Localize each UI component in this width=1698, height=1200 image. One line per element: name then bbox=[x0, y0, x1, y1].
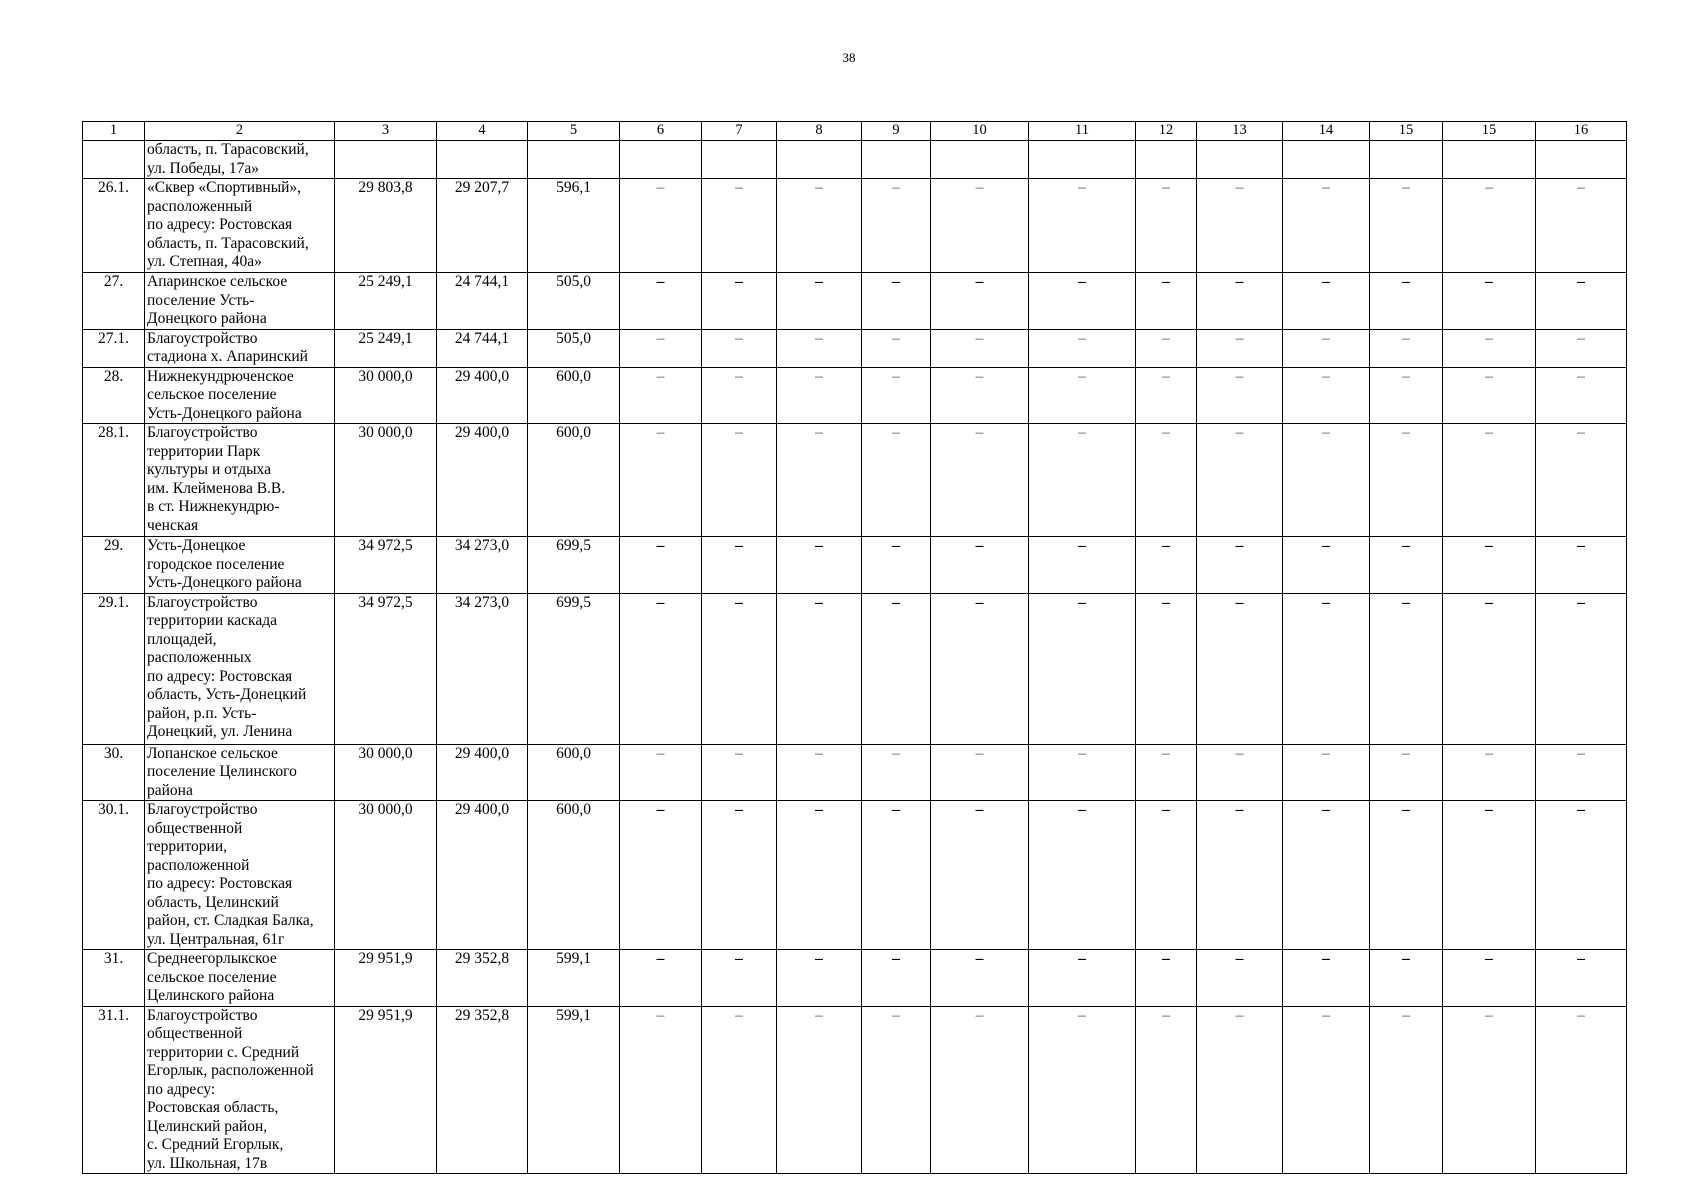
empty-value-cell: – bbox=[862, 537, 931, 594]
empty-value-cell: – bbox=[702, 179, 777, 273]
empty-value-cell: – bbox=[1197, 367, 1283, 424]
empty-value-cell: – bbox=[702, 1006, 777, 1174]
federal-amount-cell bbox=[437, 141, 528, 179]
header-cell: 6 bbox=[620, 122, 702, 141]
row-number-cell bbox=[83, 141, 145, 179]
header-cell: 5 bbox=[528, 122, 620, 141]
empty-value-cell: – bbox=[1283, 273, 1370, 330]
empty-value-cell: – bbox=[931, 801, 1029, 950]
empty-value-cell: – bbox=[1136, 950, 1197, 1007]
empty-value-cell: – bbox=[931, 329, 1029, 367]
row-number-cell: 27. bbox=[83, 273, 145, 330]
empty-value-cell: – bbox=[1197, 329, 1283, 367]
empty-value-cell: – bbox=[777, 744, 862, 801]
total-amount-cell: 29 951,9 bbox=[335, 1006, 437, 1174]
empty-value-cell: – bbox=[1536, 593, 1627, 744]
empty-value-cell: – bbox=[1370, 537, 1443, 594]
empty-value-cell: – bbox=[1443, 593, 1536, 744]
empty-value-cell: – bbox=[1029, 179, 1136, 273]
regional-amount-cell: 599,1 bbox=[528, 950, 620, 1007]
empty-value-cell: – bbox=[620, 593, 702, 744]
empty-value-cell: – bbox=[1197, 537, 1283, 594]
total-amount-cell: 25 249,1 bbox=[335, 273, 437, 330]
header-cell: 4 bbox=[437, 122, 528, 141]
row-name-cell: Благоустройство общественной территории с. Средний Егорлык, расположенной по адресу: Ростовская область, Целинский район, с. Средний Егорлык, ул. Школьная, 17в bbox=[145, 1006, 335, 1174]
empty-value-cell: – bbox=[1283, 593, 1370, 744]
empty-value-cell bbox=[1136, 141, 1197, 179]
empty-value-cell: – bbox=[931, 593, 1029, 744]
regional-amount-cell: 600,0 bbox=[528, 367, 620, 424]
total-amount-cell bbox=[335, 141, 437, 179]
empty-value-cell: – bbox=[1197, 179, 1283, 273]
header-cell: 14 bbox=[1283, 122, 1370, 141]
empty-value-cell: – bbox=[1283, 1006, 1370, 1174]
empty-value-cell: – bbox=[1029, 329, 1136, 367]
empty-value-cell: – bbox=[1029, 537, 1136, 594]
empty-value-cell: – bbox=[1136, 537, 1197, 594]
row-number-cell: 28. bbox=[83, 367, 145, 424]
header-cell: 12 bbox=[1136, 122, 1197, 141]
empty-value-cell bbox=[620, 141, 702, 179]
regional-amount-cell bbox=[528, 141, 620, 179]
row-name-cell: Среднеегорлыкское сельское поселение Целинского района bbox=[145, 950, 335, 1007]
empty-value-cell: – bbox=[1029, 593, 1136, 744]
empty-value-cell: – bbox=[1029, 424, 1136, 537]
table-row bbox=[83, 537, 1627, 594]
empty-value-cell: – bbox=[1136, 329, 1197, 367]
empty-value-cell: – bbox=[1370, 367, 1443, 424]
header-cell: 9 bbox=[862, 122, 931, 141]
budget-table bbox=[82, 121, 1627, 1174]
regional-amount-cell: 699,5 bbox=[528, 537, 620, 594]
empty-value-cell bbox=[777, 141, 862, 179]
empty-value-cell: – bbox=[702, 801, 777, 950]
empty-value-cell: – bbox=[1029, 950, 1136, 1007]
total-amount-cell: 30 000,0 bbox=[335, 424, 437, 537]
empty-value-cell: – bbox=[1136, 744, 1197, 801]
empty-value-cell: – bbox=[702, 593, 777, 744]
empty-value-cell: – bbox=[777, 273, 862, 330]
table-row bbox=[83, 329, 1627, 367]
empty-value-cell: – bbox=[862, 593, 931, 744]
header-cell: 8 bbox=[777, 122, 862, 141]
page-number: 38 bbox=[842, 50, 856, 65]
empty-value-cell: – bbox=[620, 273, 702, 330]
table-row bbox=[83, 950, 1627, 1007]
header-cell: 2 bbox=[145, 122, 335, 141]
empty-value-cell: – bbox=[1029, 367, 1136, 424]
empty-value-cell: – bbox=[1443, 329, 1536, 367]
empty-value-cell bbox=[862, 141, 931, 179]
empty-value-cell: – bbox=[1283, 801, 1370, 950]
empty-value-cell: – bbox=[1136, 593, 1197, 744]
empty-value-cell: – bbox=[862, 801, 931, 950]
empty-value-cell: – bbox=[1370, 273, 1443, 330]
header-cell: 10 bbox=[931, 122, 1029, 141]
regional-amount-cell: 599,1 bbox=[528, 1006, 620, 1174]
empty-value-cell: – bbox=[620, 537, 702, 594]
empty-value-cell: – bbox=[1536, 537, 1627, 594]
empty-value-cell bbox=[1197, 141, 1283, 179]
empty-value-cell: – bbox=[931, 537, 1029, 594]
empty-value-cell: – bbox=[702, 273, 777, 330]
empty-value-cell: – bbox=[777, 593, 862, 744]
empty-value-cell: – bbox=[1536, 801, 1627, 950]
empty-value-cell bbox=[1029, 141, 1136, 179]
empty-value-cell: – bbox=[1370, 179, 1443, 273]
empty-value-cell: – bbox=[862, 1006, 931, 1174]
empty-value-cell: – bbox=[1283, 424, 1370, 537]
row-number-cell: 30.1. bbox=[83, 801, 145, 950]
empty-value-cell: – bbox=[931, 950, 1029, 1007]
empty-value-cell: – bbox=[777, 424, 862, 537]
federal-amount-cell: 29 400,0 bbox=[437, 744, 528, 801]
empty-value-cell: – bbox=[1536, 179, 1627, 273]
empty-value-cell: – bbox=[1197, 424, 1283, 537]
empty-value-cell: – bbox=[777, 537, 862, 594]
empty-value-cell: – bbox=[862, 367, 931, 424]
row-name-cell: Благоустройство стадиона х. Апаринский bbox=[145, 329, 335, 367]
empty-value-cell: – bbox=[1536, 744, 1627, 801]
empty-value-cell: – bbox=[1443, 744, 1536, 801]
empty-value-cell: – bbox=[777, 329, 862, 367]
empty-value-cell: – bbox=[620, 424, 702, 537]
federal-amount-cell: 29 352,8 bbox=[437, 1006, 528, 1174]
header-cell: 15 bbox=[1443, 122, 1536, 141]
empty-value-cell: – bbox=[1029, 801, 1136, 950]
row-name-cell: Благоустройство территории каскада площадей, расположенных по адресу: Ростовская область, Усть-Донецкий район, р.п. Усть- Донецкий, ул. Ленина bbox=[145, 593, 335, 744]
row-number-cell: 29.1. bbox=[83, 593, 145, 744]
regional-amount-cell: 699,5 bbox=[528, 593, 620, 744]
header-cell: 15 bbox=[1370, 122, 1443, 141]
empty-value-cell: – bbox=[702, 424, 777, 537]
empty-value-cell: – bbox=[1283, 329, 1370, 367]
empty-value-cell: – bbox=[702, 329, 777, 367]
empty-value-cell: – bbox=[1197, 273, 1283, 330]
total-amount-cell: 30 000,0 bbox=[335, 744, 437, 801]
empty-value-cell: – bbox=[777, 179, 862, 273]
empty-value-cell: – bbox=[1443, 367, 1536, 424]
federal-amount-cell: 29 400,0 bbox=[437, 801, 528, 950]
empty-value-cell: – bbox=[862, 744, 931, 801]
table-row bbox=[83, 179, 1627, 273]
empty-value-cell: – bbox=[777, 1006, 862, 1174]
row-number-cell: 31.1. bbox=[83, 1006, 145, 1174]
federal-amount-cell: 34 273,0 bbox=[437, 593, 528, 744]
empty-value-cell: – bbox=[862, 179, 931, 273]
row-name-cell: «Сквер «Спортивный», расположенный по адресу: Ростовская область, п. Тарасовский, ул. Степная, 40а» bbox=[145, 179, 335, 273]
empty-value-cell: – bbox=[1536, 950, 1627, 1007]
row-name-cell: Благоустройство общественной территории, расположенной по адресу: Ростовская область, Целинский район, ст. Сладкая Балка, ул. Центральная, 61г bbox=[145, 801, 335, 950]
federal-amount-cell: 29 400,0 bbox=[437, 424, 528, 537]
empty-value-cell: – bbox=[1136, 273, 1197, 330]
total-amount-cell: 34 972,5 bbox=[335, 537, 437, 594]
total-amount-cell: 34 972,5 bbox=[335, 593, 437, 744]
empty-value-cell: – bbox=[862, 424, 931, 537]
federal-amount-cell: 24 744,1 bbox=[437, 329, 528, 367]
federal-amount-cell: 29 352,8 bbox=[437, 950, 528, 1007]
empty-value-cell bbox=[1443, 141, 1536, 179]
empty-value-cell: – bbox=[1370, 801, 1443, 950]
regional-amount-cell: 600,0 bbox=[528, 424, 620, 537]
federal-amount-cell: 29 400,0 bbox=[437, 367, 528, 424]
empty-value-cell: – bbox=[931, 179, 1029, 273]
empty-value-cell: – bbox=[620, 1006, 702, 1174]
empty-value-cell: – bbox=[777, 950, 862, 1007]
total-amount-cell: 29 951,9 bbox=[335, 950, 437, 1007]
empty-value-cell: – bbox=[1370, 424, 1443, 537]
total-amount-cell: 30 000,0 bbox=[335, 367, 437, 424]
empty-value-cell: – bbox=[1283, 744, 1370, 801]
empty-value-cell: – bbox=[1443, 1006, 1536, 1174]
row-name-cell: область, п. Тарасовский, ул. Победы, 17а» bbox=[145, 141, 335, 179]
empty-value-cell: – bbox=[702, 950, 777, 1007]
empty-value-cell: – bbox=[1370, 744, 1443, 801]
table-row bbox=[83, 141, 1627, 179]
empty-value-cell: – bbox=[1197, 950, 1283, 1007]
empty-value-cell bbox=[1283, 141, 1370, 179]
empty-value-cell bbox=[1370, 141, 1443, 179]
empty-value-cell: – bbox=[620, 329, 702, 367]
empty-value-cell: – bbox=[620, 950, 702, 1007]
empty-value-cell: – bbox=[1136, 801, 1197, 950]
empty-value-cell: – bbox=[702, 744, 777, 801]
empty-value-cell: – bbox=[702, 537, 777, 594]
table-row bbox=[83, 367, 1627, 424]
empty-value-cell: – bbox=[777, 801, 862, 950]
empty-value-cell: – bbox=[1136, 424, 1197, 537]
empty-value-cell: – bbox=[777, 367, 862, 424]
empty-value-cell: – bbox=[1283, 367, 1370, 424]
empty-value-cell: – bbox=[1197, 801, 1283, 950]
regional-amount-cell: 505,0 bbox=[528, 273, 620, 330]
empty-value-cell: – bbox=[1370, 1006, 1443, 1174]
federal-amount-cell: 34 273,0 bbox=[437, 537, 528, 594]
total-amount-cell: 29 803,8 bbox=[335, 179, 437, 273]
federal-amount-cell: 24 744,1 bbox=[437, 273, 528, 330]
regional-amount-cell: 505,0 bbox=[528, 329, 620, 367]
table-row bbox=[83, 593, 1627, 744]
empty-value-cell: – bbox=[1136, 179, 1197, 273]
empty-value-cell: – bbox=[1197, 1006, 1283, 1174]
table-row bbox=[83, 424, 1627, 537]
empty-value-cell: – bbox=[1197, 593, 1283, 744]
empty-value-cell: – bbox=[1536, 1006, 1627, 1174]
empty-value-cell: – bbox=[1370, 329, 1443, 367]
empty-value-cell: – bbox=[862, 273, 931, 330]
table-row bbox=[83, 801, 1627, 950]
empty-value-cell: – bbox=[1197, 744, 1283, 801]
header-cell: 11 bbox=[1029, 122, 1136, 141]
empty-value-cell: – bbox=[862, 950, 931, 1007]
total-amount-cell: 30 000,0 bbox=[335, 801, 437, 950]
empty-value-cell: – bbox=[1443, 273, 1536, 330]
empty-value-cell: – bbox=[1136, 367, 1197, 424]
header-cell: 16 bbox=[1536, 122, 1627, 141]
table-row bbox=[83, 273, 1627, 330]
empty-value-cell: – bbox=[862, 329, 931, 367]
empty-value-cell: – bbox=[931, 424, 1029, 537]
row-number-cell: 30. bbox=[83, 744, 145, 801]
table-row bbox=[83, 1006, 1627, 1174]
empty-value-cell: – bbox=[1370, 950, 1443, 1007]
row-name-cell: Лопанское сельское поселение Целинского района bbox=[145, 744, 335, 801]
row-name-cell: Апаринское сельское поселение Усть- Донецкого района bbox=[145, 273, 335, 330]
empty-value-cell: – bbox=[1536, 329, 1627, 367]
empty-value-cell bbox=[931, 141, 1029, 179]
empty-value-cell: – bbox=[931, 273, 1029, 330]
row-number-cell: 26.1. bbox=[83, 179, 145, 273]
empty-value-cell: – bbox=[1029, 744, 1136, 801]
row-name-cell: Благоустройство территории Парк культуры и отдыха им. Клейменова В.В. в ст. Нижнекундрю- ченская bbox=[145, 424, 335, 537]
empty-value-cell: – bbox=[620, 179, 702, 273]
regional-amount-cell: 600,0 bbox=[528, 744, 620, 801]
empty-value-cell: – bbox=[620, 744, 702, 801]
row-name-cell: Усть-Донецкое городское поселение Усть-Донецкого района bbox=[145, 537, 335, 594]
row-name-cell: Нижнекундрюченское сельское поселение Усть-Донецкого района bbox=[145, 367, 335, 424]
empty-value-cell: – bbox=[931, 744, 1029, 801]
empty-value-cell: – bbox=[1443, 801, 1536, 950]
empty-value-cell: – bbox=[620, 801, 702, 950]
empty-value-cell: – bbox=[1136, 1006, 1197, 1174]
total-amount-cell: 25 249,1 bbox=[335, 329, 437, 367]
empty-value-cell: – bbox=[1443, 179, 1536, 273]
empty-value-cell: – bbox=[1283, 179, 1370, 273]
regional-amount-cell: 596,1 bbox=[528, 179, 620, 273]
table-row bbox=[83, 744, 1627, 801]
empty-value-cell: – bbox=[1536, 424, 1627, 537]
header-row bbox=[83, 122, 1627, 141]
empty-value-cell: – bbox=[702, 367, 777, 424]
row-number-cell: 31. bbox=[83, 950, 145, 1007]
empty-value-cell: – bbox=[1443, 950, 1536, 1007]
empty-value-cell: – bbox=[1283, 537, 1370, 594]
header-cell: 1 bbox=[83, 122, 145, 141]
empty-value-cell: – bbox=[1370, 593, 1443, 744]
empty-value-cell: – bbox=[1443, 424, 1536, 537]
empty-value-cell: – bbox=[1536, 367, 1627, 424]
row-number-cell: 29. bbox=[83, 537, 145, 594]
empty-value-cell: – bbox=[1283, 950, 1370, 1007]
empty-value-cell: – bbox=[1029, 1006, 1136, 1174]
empty-value-cell: – bbox=[620, 367, 702, 424]
federal-amount-cell: 29 207,7 bbox=[437, 179, 528, 273]
regional-amount-cell: 600,0 bbox=[528, 801, 620, 950]
empty-value-cell: – bbox=[1029, 273, 1136, 330]
header-cell: 3 bbox=[335, 122, 437, 141]
header-cell: 7 bbox=[702, 122, 777, 141]
header-cell: 13 bbox=[1197, 122, 1283, 141]
empty-value-cell: – bbox=[931, 1006, 1029, 1174]
empty-value-cell: – bbox=[1443, 537, 1536, 594]
row-number-cell: 27.1. bbox=[83, 329, 145, 367]
empty-value-cell bbox=[1536, 141, 1627, 179]
empty-value-cell bbox=[702, 141, 777, 179]
row-number-cell: 28.1. bbox=[83, 424, 145, 537]
empty-value-cell: – bbox=[1536, 273, 1627, 330]
empty-value-cell: – bbox=[931, 367, 1029, 424]
